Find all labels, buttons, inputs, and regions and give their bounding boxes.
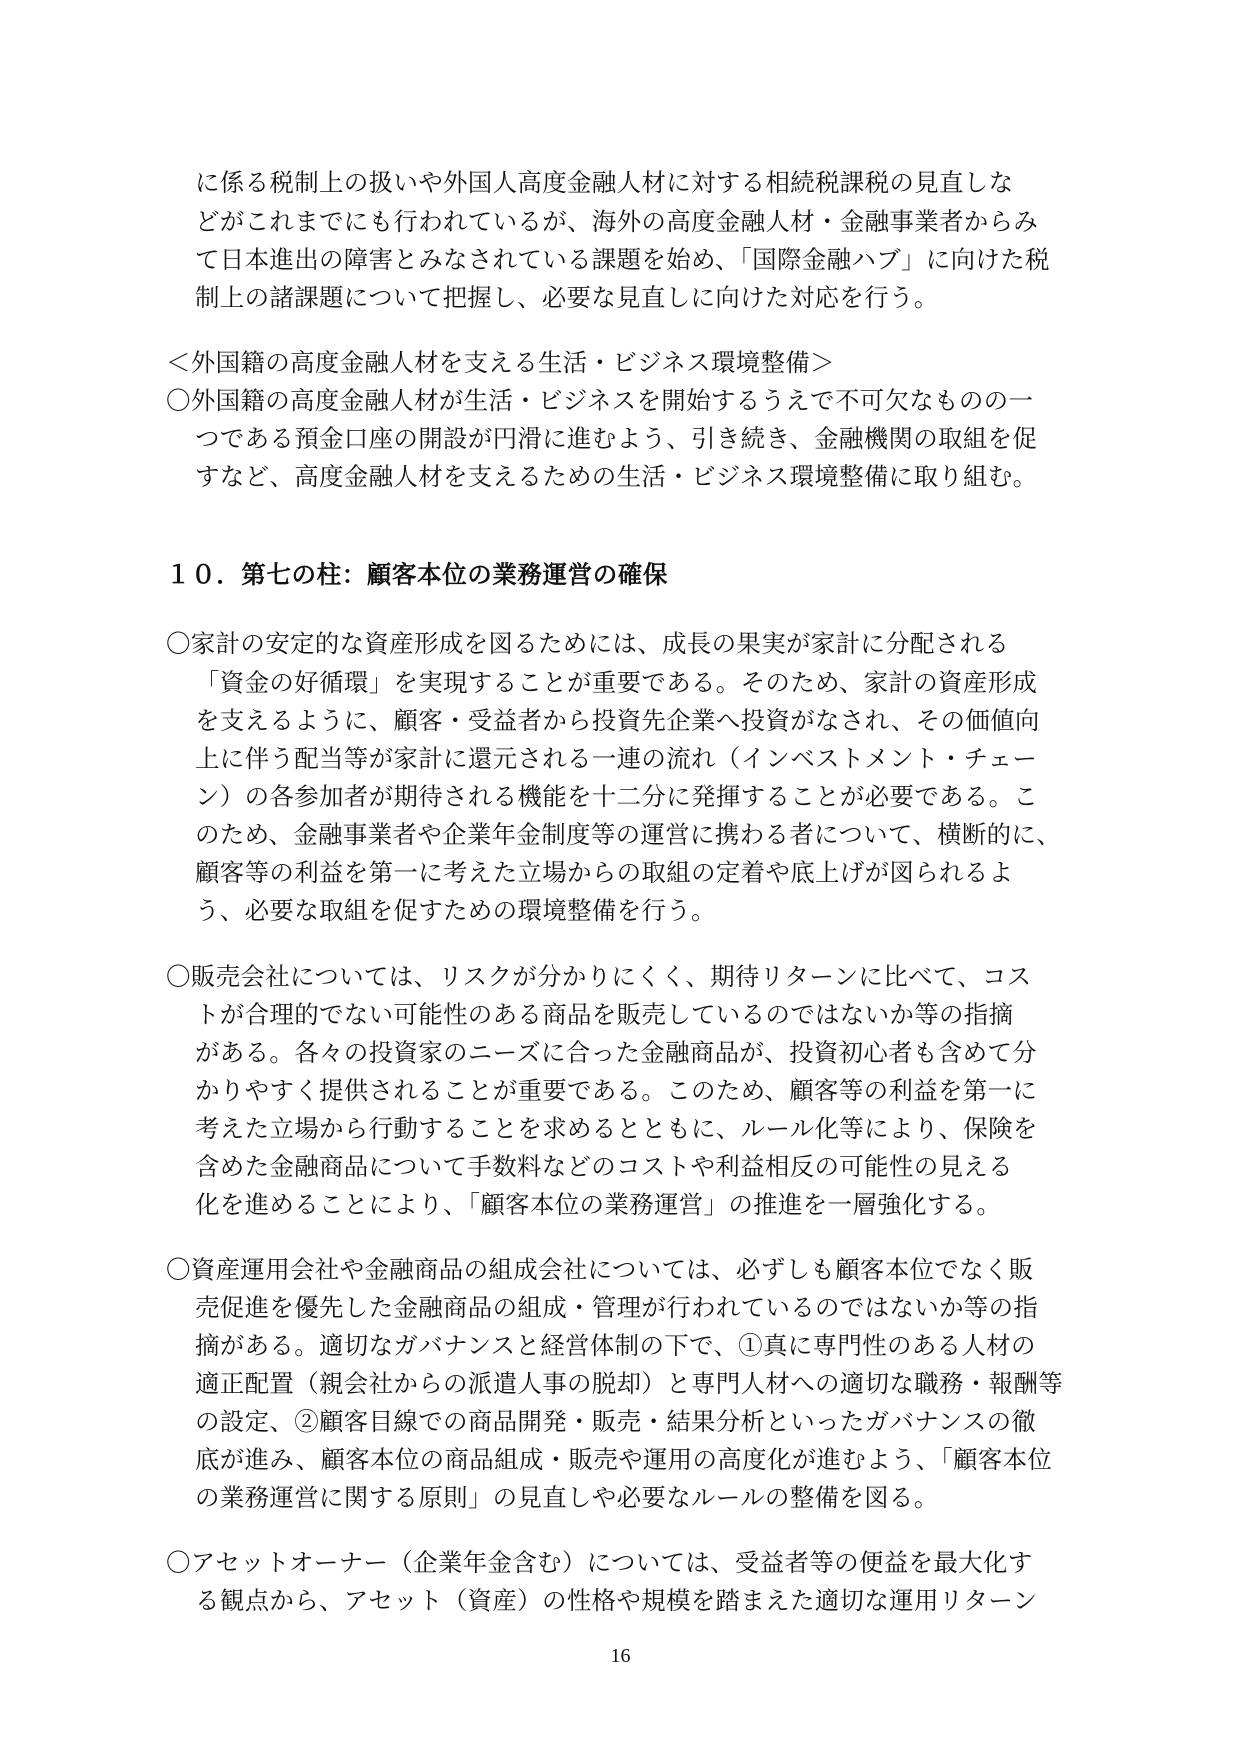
text-line: 制上の諸課題について把握し、必要な見直しに向けた対応を行う。 <box>195 283 939 312</box>
text-line: つである預金口座の開設が円滑に進むよう、引き続き、金融機関の取組を促 <box>195 424 1038 453</box>
subsection-title: ＜外国籍の高度金融人材を支える生活・ビジネス環境整備＞ <box>166 348 835 377</box>
text-line: 〇外国籍の高度金融人材が生活・ビジネスを開始するうえで不可欠なものの一 <box>166 386 1034 415</box>
text-line: すなど、高度金融人材を支えるための生活・ビジネス環境整備に取り組む。 <box>195 462 1038 491</box>
text-line: トが合理的でない可能性のある商品を販売しているのではないか等の指摘 <box>195 1000 1014 1029</box>
text-line: 〇家計の安定的な資産形成を図るためには、成長の果実が家計に分配される <box>166 629 1010 658</box>
text-line: 売促進を優先した金融商品の組成・管理が行われているのではないか等の指 <box>195 1293 1039 1322</box>
text-line: に係る税制上の扱いや外国人高度金融人材に対する相続税課税の見直しな <box>195 168 1014 197</box>
text-line: 適正配置（親会社からの派遣人事の脱却）と専門人材への適切な職務・報酬等 <box>195 1369 1063 1398</box>
text-line: る観点から、アセット（資産）の性格や規模を踏まえた適切な運用リターン <box>195 1586 1038 1615</box>
text-line: 摘がある。適切なガバナンスと経営体制の下で、①真に専門性のある人材の <box>195 1331 1036 1360</box>
text-line: 含めた金融商品について手数料などのコストや利益相反の可能性の見える <box>195 1152 1013 1181</box>
text-line: を支えるように、顧客・受益者から投資先企業へ投資がなされ、その価値向 <box>195 706 1040 735</box>
text-line: のため、金融事業者や企業年金制度等の運営に携わる者について、横断的に、 <box>195 820 1062 849</box>
text-line: ン）の各参加者が期待される機能を十二分に発揮することが必要である。こ <box>195 782 1039 811</box>
section-heading: １０．第七の柱：顧客本位の業務運営の確保 <box>166 560 668 589</box>
text-line: 化を進めることにより、「顧客本位の業務運営」の推進を一層強化する。 <box>195 1190 1002 1219</box>
text-line: 底が進み、顧客本位の商品組成・販売や運用の高度化が進むよう、「顧客本位 <box>195 1445 1053 1474</box>
text-line: 上に伴う配当等が家計に還元される一連の流れ（インベストメント・チェー <box>195 744 1038 773</box>
text-line: 〇資産運用会社や金融商品の組成会社については、必ずしも顧客本位でなく販 <box>166 1255 1034 1284</box>
text-line: 「資金の好循環」を実現することが重要である。そのため、家計の資産形成 <box>195 668 1038 697</box>
page-number: 16 <box>610 1645 631 1667</box>
text-line: の業務運営に関する原則」の見直しや必要なルールの整備を図る。 <box>195 1483 939 1512</box>
text-line: かりやすく提供されることが重要である。このため、顧客等の利益を第一に <box>195 1076 1038 1105</box>
text-line: 顧客等の利益を第一に考えた立場からの取組の定着や底上げが図られるよ <box>195 858 1014 887</box>
text-line: 〇販売会社については、リスクが分かりにくく、期待リターンに比べて、コス <box>166 962 1032 991</box>
text-line: どがこれまでにも行われているが、海外の高度金融人材・金融事業者からみ <box>195 207 1039 236</box>
text-line: 〇アセットオーナー（企業年金含む）については、受益者等の便益を最大化す <box>166 1548 1033 1577</box>
text-line: て日本進出の障害とみなされている課題を始め、「国際金融ハブ」に向けた税 <box>195 245 1050 274</box>
text-line: う、必要な取組を促すための環境整備を行う。 <box>195 896 716 925</box>
text-line: の設定、②顧客目線での商品開発・販売・結果分析といったガバナンスの徹 <box>195 1407 1037 1436</box>
text-line: 考えた立場から行動することを求めるとともに、ルール化等により、保険を <box>195 1114 1038 1143</box>
text-line: がある。各々の投資家のニーズに合った金融商品が、投資初心者も含めて分 <box>195 1038 1037 1067</box>
